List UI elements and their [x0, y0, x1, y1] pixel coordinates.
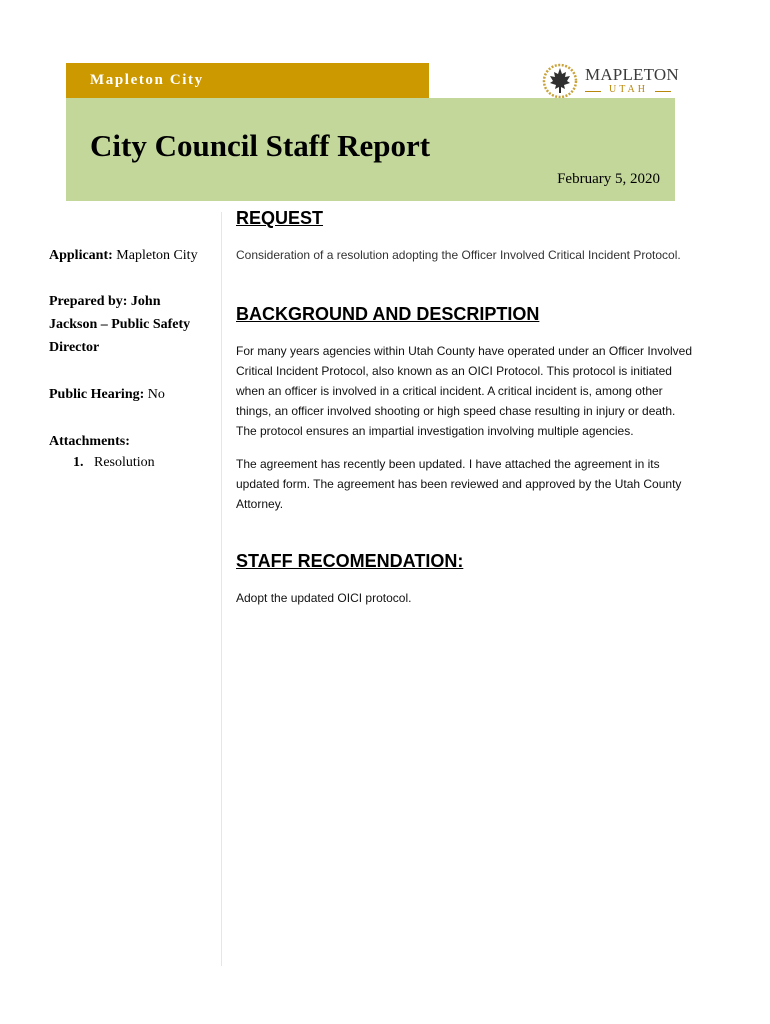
attachment-name: Resolution — [94, 455, 155, 470]
mapleton-logo — [541, 62, 679, 100]
attachment-item — [73, 455, 155, 471]
public-hearing-label: Public Hearing: — [49, 387, 145, 402]
attachments-field — [49, 430, 214, 453]
public-hearing-field — [49, 383, 214, 406]
logo-subtitle: UTAH — [609, 84, 648, 95]
staff-recommendation-heading: STAFF RECOMENDATION: — [236, 551, 464, 571]
logo-rule-right — [655, 91, 671, 92]
request-text: Consideration of a resolution adopting the Officer Involved Critical Incident Protocol. — [236, 248, 681, 262]
maple-leaf-seal-icon — [541, 62, 579, 100]
applicant-field — [49, 244, 214, 267]
org-banner — [66, 63, 429, 98]
background-heading: BACKGROUND AND DESCRIPTION — [236, 304, 540, 324]
report-title: City Council Staff Report — [90, 128, 431, 163]
attachments-label: Attachments: — [49, 434, 130, 449]
staff-recommendation-text: Adopt the updated OICI protocol. — [236, 591, 412, 605]
column-divider — [221, 212, 222, 966]
logo-wordmark: MAPLETON — [585, 65, 679, 84]
title-band — [66, 98, 675, 201]
request-section — [236, 208, 698, 265]
staff-recommendation-section — [236, 551, 698, 608]
request-heading: REQUEST — [236, 208, 324, 228]
prepared-by-label: Prepared by: John Jackson – Public Safety Director — [49, 294, 191, 355]
org-name: Mapleton City — [90, 72, 204, 88]
background-paragraph-2: The agreement has recently been updated. I have attached the agreement in its updated form. The agreement has been reviewed and approved by the Utah County Attorney. — [236, 457, 682, 511]
prepared-by-field — [49, 290, 199, 359]
public-hearing-value: No — [144, 387, 165, 402]
background-paragraph-1: For many years agencies within Utah County have operated under an Officer Involved Critical Incident Protocol, also known as an OICI Protocol. This protocol is initiated when an officer is involved in a critical incident. A critical incident is, among other things, an officer involved shooting or high speed chase resulting in injury or death. The protocol ensures an impartial investigation involving multiple agencies. — [236, 344, 693, 438]
background-section — [236, 304, 698, 514]
attachment-number: 1. — [73, 455, 84, 470]
applicant-label: Applicant: — [49, 248, 113, 263]
applicant-value: Mapleton City — [112, 248, 198, 263]
report-date: February 5, 2020 — [557, 171, 660, 187]
